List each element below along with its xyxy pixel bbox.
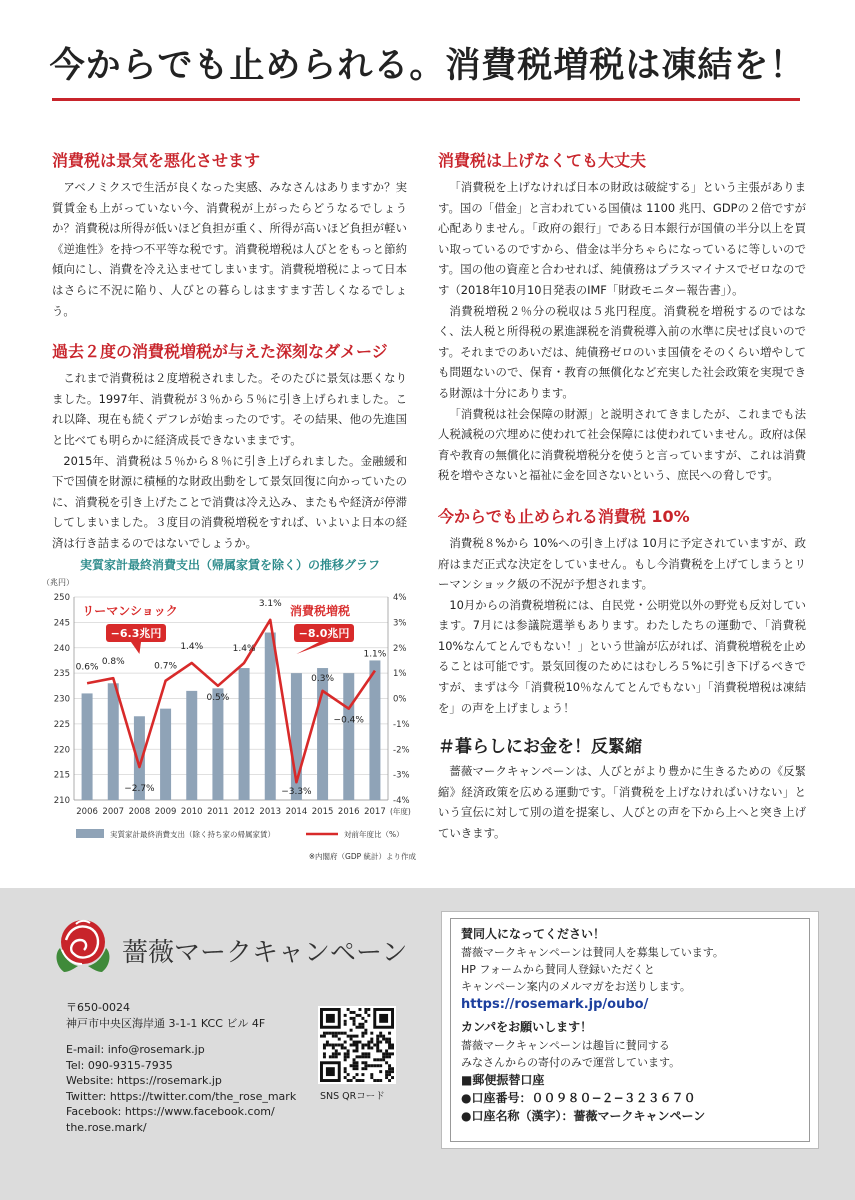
chart-title: 実質家計最終消費支出（帰属家賃を除く）の推移グラフ [79, 558, 381, 572]
contact-website[interactable]: Website: https://rosemark.jp [66, 1074, 222, 1087]
section-heading: ＃暮らしにお金を！反緊縮 [438, 737, 642, 758]
data-label: 0.8% [101, 657, 125, 668]
data-label: 0.7% [154, 661, 178, 672]
y-axis-unit: （兆円） [42, 578, 74, 587]
legend-bar-swatch [76, 829, 104, 838]
x-tick-label: 2006 [76, 807, 98, 817]
y-tick-label-right: -2% [393, 745, 410, 756]
annotation-title: 消費税増税 [289, 604, 351, 618]
contact-tel[interactable]: Tel: 090-9315-7935 [66, 1058, 173, 1072]
annotation-value: −6.3兆円 [110, 627, 162, 640]
annotation-title: リーマンショック [82, 604, 178, 618]
x-tick-label: 2016 [337, 807, 360, 817]
y-tick-label-right: 0% [393, 694, 407, 705]
supporter-line: キャンペーン案内のメルマガをお送りします。 [461, 980, 691, 993]
account-number: ●口座番号：００９８０−２−３２３６７０ [461, 1091, 696, 1105]
paragraph: 薔薇マークキャンペーンは、人びとがより豊かに生きるための《反緊縮》経済政策を広める運動です。「消費税を上げなければいけない」という宣伝に対して別の道を提案し、人びとの声を下から上へと突き上げていきます。 [438, 764, 806, 841]
annotation-value: −8.0兆円 [298, 627, 350, 640]
y-tick-label-left: 245 [53, 618, 70, 629]
chart-svg [38, 553, 423, 873]
x-tick-label: 2012 [233, 807, 255, 817]
supporter-url-link[interactable]: https://rosemark.jp/oubo/ [461, 997, 649, 1012]
bar [186, 691, 197, 800]
y-tick-label-left: 235 [53, 669, 70, 680]
data-label: −2.7% [124, 784, 155, 795]
title-divider [52, 98, 800, 101]
paragraph: 消費税増税２％分の税収は５兆円程度。消費税を増税するのではなく、法人税と所得税の累進課税を消費税導入前の水準に戻せば良いのです。それまでのあいだは、純債務ゼロのいま国債をそのくらい増やしても問題ないので、保育・教育の無償化など充実した社会政策を実現できる財源は十分にあります。 [438, 303, 806, 400]
section-heading: 今からでも止められる消費税 10% [438, 506, 690, 526]
paragraph: これまで消費税は２度増税されました。そのたびに景気は悪くなりました。1997年、消費税が３％から５％に引き上げられました。これ以降、現在も続くデフレが始まったのです。その結果、他の先進国と比べても明らかに経済成長できないままです。 [52, 371, 407, 447]
legend-line-label: 対前年度比（%） [344, 830, 404, 839]
y-tick-label-right: 2% [393, 643, 407, 654]
rose-icon [52, 914, 114, 978]
qr-label: SNS QRコード [320, 1091, 385, 1102]
bar [108, 683, 119, 800]
y-tick-label-left: 215 [53, 770, 70, 781]
donation-line: 薔薇マークキャンペーンは趣旨に賛同する [461, 1039, 670, 1052]
data-label: 1.1% [363, 649, 387, 660]
contact-list [66, 1042, 296, 1135]
donation-title: カンパをお願いします！ [461, 1020, 593, 1034]
y-tick-label-right: 4% [393, 593, 407, 603]
supporter-line: HP フォームから賛同人登録いただくと [461, 963, 655, 976]
y-tick-label-right: -1% [393, 719, 410, 730]
chart-source: ※内閣府（GDP 統計）より作成 [308, 852, 416, 861]
data-label: 0.5% [206, 692, 230, 703]
x-tick-label: 2015 [311, 807, 334, 817]
page-title: 今からでも止められる。消費税増税は凍結を！ [49, 46, 806, 86]
y-tick-label-left: 250 [53, 593, 70, 603]
contact-email[interactable]: E-mail: info@rosemark.jp [66, 1043, 205, 1056]
line-series [87, 620, 375, 782]
postal-code: 〒650-0024 [66, 1001, 130, 1014]
x-tick-label: 2014 [285, 807, 308, 817]
bar [212, 688, 223, 800]
bar [369, 660, 380, 800]
y-tick-label-left: 225 [53, 719, 70, 730]
supporter-line: 薔薇マークキャンペーンは賛同人を募集しています。 [461, 946, 724, 959]
bar [265, 633, 276, 800]
section-heading: 消費税は上げなくても大丈夫 [438, 151, 647, 170]
x-axis-unit: (年度) [390, 807, 411, 816]
contact-facebook-cont[interactable]: the.rose.mark/ [66, 1120, 147, 1134]
donation-line: みなさんからの寄付のみで運営しています。 [461, 1056, 681, 1069]
data-label: −3.3% [281, 787, 312, 798]
consumption-chart [38, 553, 423, 873]
address: 神戸市中央区海岸通 3-1-1 KCC ビル 4F [66, 1016, 266, 1030]
paragraph: アベノミクスで生活が良くなった実感、みなさんはありますか？実質賃金も上がっていない今、消費税が上がったらどうなるでしょうか？消費税は所得が低いほど負担が重く、所得が高いほど負担が軽い《逆進性》を持つ不平等な税です。消費税増税は人びとをもっと節約傾向にし、消費を冷え込ませてしまいます。消費税増税によって日本はさらに不況に陥り、人びとの暮らしはますます苦しくなるでしょう。 [52, 180, 407, 318]
right-column [438, 148, 806, 844]
x-tick-label: 2010 [180, 807, 203, 817]
paragraph: 「消費税を上げなければ日本の財政は破綻する」という主張があります。国の「借金」と言われている国債は 1100 兆円、GDPの２倍ですが心配ありません。「政府の銀行」である日本銀行が国債の半分以上を買い取っているのですから、借金は半分ちゃらになっているに等しいのです。国の他の資産と合わせれば、純債務はプラスマイナスでゼロなのです（2018年10月10日発表のIMF「財政モニター報告書」）。 [438, 180, 806, 297]
x-tick-label: 2007 [102, 807, 125, 817]
bar [239, 668, 250, 800]
address-block [66, 1000, 265, 1031]
data-label: 1.4% [232, 643, 256, 654]
data-label: 3.1% [258, 598, 282, 609]
section-heading: 消費税は景気を悪化させます [52, 151, 261, 170]
org-name: 薔薇マークキャンペーン [122, 938, 408, 968]
bar [82, 693, 93, 800]
y-tick-label-right: -4% [393, 796, 410, 806]
data-label: 1.4% [180, 641, 204, 652]
support-box [441, 911, 819, 1149]
account-heading: ■郵便振替口座 [461, 1073, 545, 1087]
y-tick-label-left: 210 [53, 796, 70, 806]
contact-facebook[interactable]: Facebook: https://www.facebook.com/ [66, 1105, 275, 1118]
account-name: ●口座名称（漢字）：薔薇マークキャンペーン [461, 1109, 706, 1123]
data-label: −0.4% [333, 715, 364, 726]
section-heading: 過去２度の消費税増税が与えた深刻なダメージ [52, 342, 388, 362]
x-tick-label: 2011 [207, 807, 229, 817]
y-tick-label-right: 1% [393, 669, 407, 680]
paragraph: 「消費税は社会保障の財源」と説明されてきましたが、これまでも法人税減税の穴埋めに使われて社会保障には使われていません。政府は保育や教育の無償化に消費税増税分を使うと言っていますが、これは消費税を増やさないと福祉に金を回さないという、庶民への脅しです。 [438, 406, 806, 483]
x-tick-label: 2017 [364, 807, 386, 817]
y-tick-label-left: 220 [53, 745, 70, 756]
y-tick-label-right: 3% [393, 618, 407, 629]
qr-code[interactable] [318, 1006, 396, 1084]
x-tick-label: 2013 [259, 807, 282, 817]
x-tick-label: 2009 [154, 807, 177, 817]
data-label: 0.6% [75, 662, 99, 673]
paragraph: 2015年、消費税は５％から８％に引き上げられました。金融緩和下で国債を財源に積極的な財政出動をして景気回復に向かっていたのに、消費税を引き上げたことで消費は冷え込み、またもや経済が停滞してしまいました。３度目の消費税増税をすれば、いよいよ日本の経済は行き詰まるのではないでしょうか。 [52, 453, 407, 550]
x-tick-label: 2008 [128, 807, 151, 817]
y-tick-label-left: 240 [53, 643, 70, 654]
y-tick-label-left: 230 [53, 694, 70, 705]
bar [160, 709, 171, 800]
data-label: 0.3% [311, 673, 335, 684]
contact-twitter[interactable]: Twitter: https://twitter.com/the_rose_mark [66, 1089, 297, 1103]
paragraph: 10月からの消費税増税には、自民党・公明党以外の野党も反対しています。7月には参議院選挙もあります。わたしたちの運動で、「消費税 10%なんてとんでもない！」という世論が広がれば、消費税増税を止めることは可能です。景気回復のためにはむしろ５%に引き下げるべきですが、まずは今「消費税10％なんてとんでもない」「消費税増税は凍結を」の声を上げましょう！ [438, 597, 806, 715]
supporter-title: 賛同人になってください！ [461, 927, 606, 941]
y-tick-label-right: -3% [393, 770, 410, 781]
bar [317, 668, 328, 800]
paragraph: 消費税８%から 10%への引き上げは 10月に予定されていますが、政府はまだ正式な決定をしていません。もし今消費税を上げてしまうとリーマンショック級の不況が予想されます。 [438, 535, 806, 592]
left-column [52, 148, 407, 554]
bar [343, 673, 354, 800]
legend-bar-label: 実質家計最終消費支出（除く持ち家の帰属家賃） [110, 830, 275, 839]
